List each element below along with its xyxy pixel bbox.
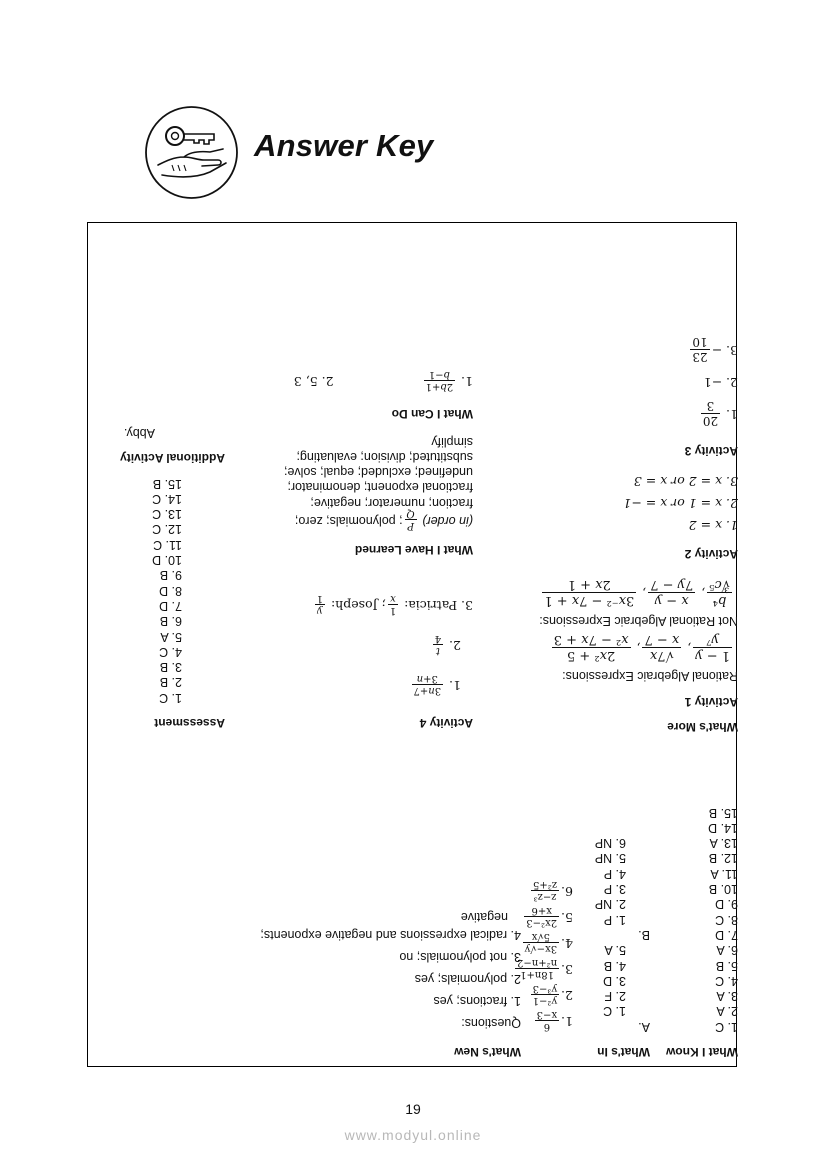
list-item: 1. C — [159, 690, 182, 705]
list-item: 1. 3n+7 3+n — [413, 672, 461, 696]
list-item: 3. D — [603, 973, 626, 988]
fraction-item: 2. y²−1 y³−3 — [532, 983, 573, 1006]
list-item: 7. D — [159, 598, 182, 613]
list-item: 3. A — [716, 989, 738, 1004]
list-item: 8. C — [715, 912, 738, 927]
whats-more-heading: What's More — [667, 720, 738, 734]
rotated-answer-content — [88, 223, 736, 1066]
list-item: 2. NP — [594, 897, 626, 912]
list-item: 9. D — [715, 897, 738, 912]
key-in-hand-logo — [144, 105, 239, 200]
list-item: 1. fractions; yes — [433, 993, 521, 1008]
activity-2-heading: Activity 2 — [684, 546, 738, 561]
list-item: 7. D — [715, 927, 738, 942]
additional-activity-heading: Additional Activity — [120, 451, 225, 466]
list-item: 11. C — [153, 537, 182, 552]
list-item: 15. B — [708, 805, 738, 820]
questions-label: Questions: — [461, 1015, 521, 1030]
list-item: 5. B — [715, 958, 738, 973]
list-item: 5. A — [160, 629, 182, 644]
whats-in-heading: What's In — [597, 1045, 650, 1059]
assessment-heading: Assessment — [154, 716, 225, 730]
fraction-item: 6. z−z³ z²+5 — [533, 879, 573, 902]
list-item: 14. C — [152, 491, 182, 506]
whats-new-section — [260, 908, 521, 1059]
what-i-can-do-heading: What I Can Do — [391, 407, 473, 422]
list-item: 13. A — [709, 836, 738, 851]
rational-expressions: 1 − y y⁷ , √7x x − 7 , 2x² + 5 x² − 7x + 3 — [553, 632, 730, 664]
what-i-know-section — [666, 804, 738, 1059]
activity-4-heading: Activity 4 — [419, 716, 473, 730]
list-item: 2. x = 1 or x = −1 — [623, 495, 738, 511]
fraction-item: 4. 3x−√y 5√x — [524, 931, 573, 954]
list-item: 1. 20 3 — [702, 399, 738, 429]
list-item: 14. D — [708, 820, 738, 835]
list-item: 2. F — [604, 989, 626, 1004]
rational-label: Rational Algebraic Expressions: — [562, 669, 738, 684]
list-item: 13. C — [152, 507, 182, 522]
list-item: 10. B — [708, 882, 738, 897]
whats-more-section — [539, 332, 738, 734]
additional-activity-answer: Abby. — [123, 425, 155, 440]
list-item: substituted; division; evaluating; — [296, 449, 473, 464]
list-item: (in order) P Q ; polynomials; zero; — [294, 508, 473, 532]
activity-4-section — [313, 585, 473, 730]
answer-key-table — [87, 222, 737, 1067]
list-item: 12. B — [708, 851, 738, 866]
list-item: 1. C — [715, 1019, 738, 1034]
list-item: 11. A — [710, 866, 738, 881]
list-item: 6. A — [716, 943, 738, 958]
fraction-item: 5. 2x²−3 x+6 — [526, 905, 573, 928]
list-item: undefined; excluded; equal; solve; — [283, 465, 473, 480]
list-item: 3. − 23 10 — [692, 335, 738, 365]
what-i-have-learned-section — [284, 366, 473, 557]
list-item: 2. t 4 — [434, 632, 461, 656]
watermark: www.modyul.online — [344, 1127, 482, 1143]
list-item: 3. B — [159, 660, 182, 675]
part-b-label: B. — [638, 927, 650, 942]
whats-in-section — [595, 835, 650, 1059]
list-item: 4. C — [715, 973, 738, 988]
part-a-label: A. — [638, 1019, 650, 1034]
list-item: 6. NP — [594, 836, 626, 851]
list-item: 1. P — [603, 912, 626, 927]
list-item: simplify — [431, 434, 473, 449]
list-item: fractional exponent; denominator; — [287, 480, 473, 495]
page-number: 19 — [405, 1101, 421, 1117]
list-item: 2. A — [716, 1004, 738, 1019]
list-item: 1. x = 2 — [688, 517, 738, 533]
assessment-section — [120, 425, 225, 730]
list-item: 5. A — [604, 943, 626, 958]
not-rational-label: Not Rational Algebraic Expressions: — [539, 614, 738, 629]
list-item: 3. x = 2 or x = 3 — [633, 473, 738, 489]
list-item: 5. NP — [594, 851, 626, 866]
list-item: 4. P — [603, 866, 626, 881]
list-item: 3. not polynomials; no — [399, 949, 521, 964]
activity-1-heading: Activity 1 — [684, 694, 738, 709]
list-item: 2. polynomials; yes — [414, 971, 521, 986]
list-item: 4. B — [603, 958, 626, 973]
whats-new-fractions — [513, 876, 573, 1032]
list-item: 2. B — [159, 675, 182, 690]
list-item: negative — [460, 909, 508, 924]
not-rational-expressions: b⁴ ∛c⁵ , x − y 7y − 7 , 3x⁻² − 7x + 1 2x + 1 — [544, 576, 730, 608]
list-item: 3. P — [603, 882, 626, 897]
list-item: 1. 2b+1 b−1 2. 5, 3 — [293, 368, 473, 392]
list-item: 8. D — [159, 583, 182, 598]
list-item: 3. Patricia: 1 x ; Joseph: y 1 — [316, 592, 473, 616]
list-item: 1. C — [603, 1004, 626, 1019]
list-item: fraction; numerator; negative; — [310, 495, 473, 510]
page-title: Answer Key — [254, 128, 434, 163]
list-item: 15. B — [152, 476, 182, 491]
list-item: 6. B — [159, 614, 182, 629]
list-item: 4. C — [159, 644, 182, 659]
list-item: 9. B — [159, 568, 182, 583]
list-item: 12. C — [152, 522, 182, 537]
list-item: 4. radical expressions and negative exponents; — [260, 927, 521, 942]
fraction-item: 1. 6 x−3 — [536, 1009, 573, 1032]
what-i-know-heading: What I Know — [666, 1045, 738, 1059]
whats-new-heading: What's New — [454, 1045, 521, 1059]
fraction-item: 3. 18n+1 n²+n−2 — [517, 957, 573, 980]
list-item: 10. D — [152, 553, 182, 568]
what-i-have-learned-heading: What I Have Learned — [354, 543, 473, 557]
activity-3-heading: Activity 3 — [684, 443, 738, 458]
list-item: 2. −1 — [703, 375, 738, 391]
